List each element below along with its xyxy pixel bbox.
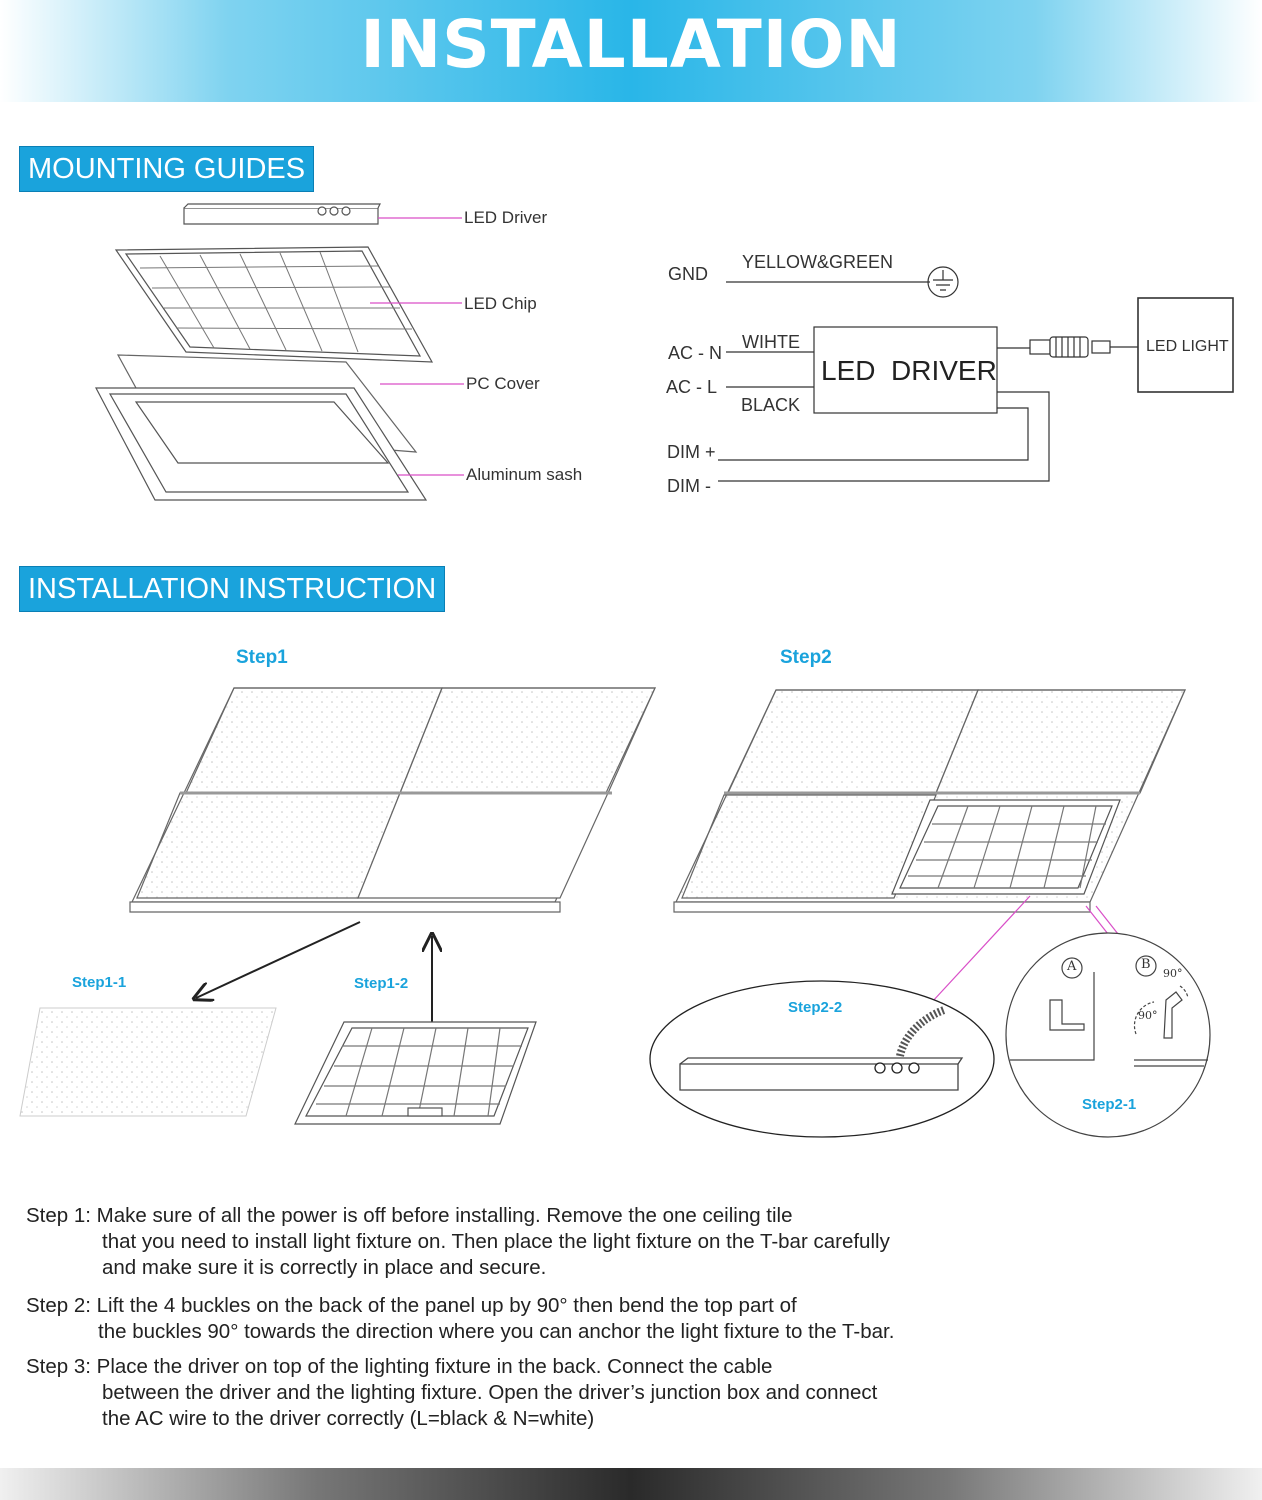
step1-line-3: and make sure it is correctly in place and secure.	[102, 1256, 547, 1279]
step2-2-label: Step2-2	[788, 999, 843, 1016]
part-label-pc-cover: PC Cover	[466, 374, 540, 393]
wire-label-gnd: GND	[668, 264, 708, 284]
instruction-step-2	[26, 1293, 894, 1345]
step1-line-2: that you need to install light fixture on. Then place the light fixture on the T-bar carefully	[102, 1230, 890, 1253]
wire-label-dim-plus: DIM +	[667, 442, 716, 462]
step3-line-1: Step 3: Place the driver on top of the lighting fixture in the back. Connect the cable	[26, 1355, 773, 1378]
part-label-aluminum-sash: Aluminum sash	[466, 465, 583, 484]
part-label-led-chip: LED Chip	[464, 294, 537, 313]
wire-label-ac-l: AC - L	[666, 377, 718, 397]
installation-instruction-heading: INSTALLATION INSTRUCTION	[19, 566, 445, 612]
step1-line-1: Step 1: Make sure of all the power is off before installing. Remove the one ceiling tile	[26, 1204, 793, 1227]
step1-ceiling-grid	[130, 688, 655, 912]
angle-label-side: 90°	[1138, 1009, 1158, 1022]
page-title: INSTALLATION	[360, 6, 902, 83]
callout-a-label: A	[1067, 959, 1077, 974]
mounting-guides-heading: MOUNTING GUIDES	[19, 146, 314, 192]
step2-installed-fixture	[892, 800, 1120, 894]
step1-2-label: Step1-2	[354, 975, 409, 992]
step1-1-ceiling-tile	[20, 1008, 276, 1116]
wire-label-black: BLACK	[741, 395, 801, 415]
step3-line-2: between the driver and the lighting fixture. Open the driver’s junction box and connect	[102, 1381, 878, 1404]
step1-2-fixture	[295, 1022, 536, 1124]
part-label-led-driver: LED Driver	[464, 208, 548, 227]
wire-label-white: WIHTE	[742, 332, 800, 352]
footer-gradient-bar	[0, 1468, 1262, 1500]
callout-b-label: B	[1141, 957, 1151, 972]
step1-label: Step1	[236, 647, 288, 668]
step1-remove-arrow	[196, 922, 360, 998]
step2-line-1: Step 2: Lift the 4 buckles on the back of the panel up by 90° then bend the top part of	[26, 1294, 797, 1317]
wire-label-yellow-green: YELLOW&GREEN	[742, 252, 894, 272]
instruction-step-1	[26, 1203, 890, 1281]
step1-1-label: Step1-1	[72, 974, 127, 991]
step2-label: Step2	[780, 647, 832, 668]
wire-label-ac-n: AC - N	[668, 343, 722, 363]
led-driver-box-label: LED DRIVER	[821, 355, 997, 386]
step2-line-2: the buckles 90° towards the direction where you can anchor the light fixture to the T-bar.	[98, 1320, 895, 1343]
step3-line-3: the AC wire to the driver correctly (L=black & N=white)	[102, 1407, 595, 1430]
step2-1-label: Step2-1	[1082, 1096, 1137, 1113]
wire-label-dim-minus: DIM -	[667, 476, 711, 496]
instruction-step-3	[26, 1354, 877, 1432]
angle-label-top: 90°	[1163, 967, 1183, 980]
led-light-box-label: LED LIGHT	[1146, 338, 1229, 355]
